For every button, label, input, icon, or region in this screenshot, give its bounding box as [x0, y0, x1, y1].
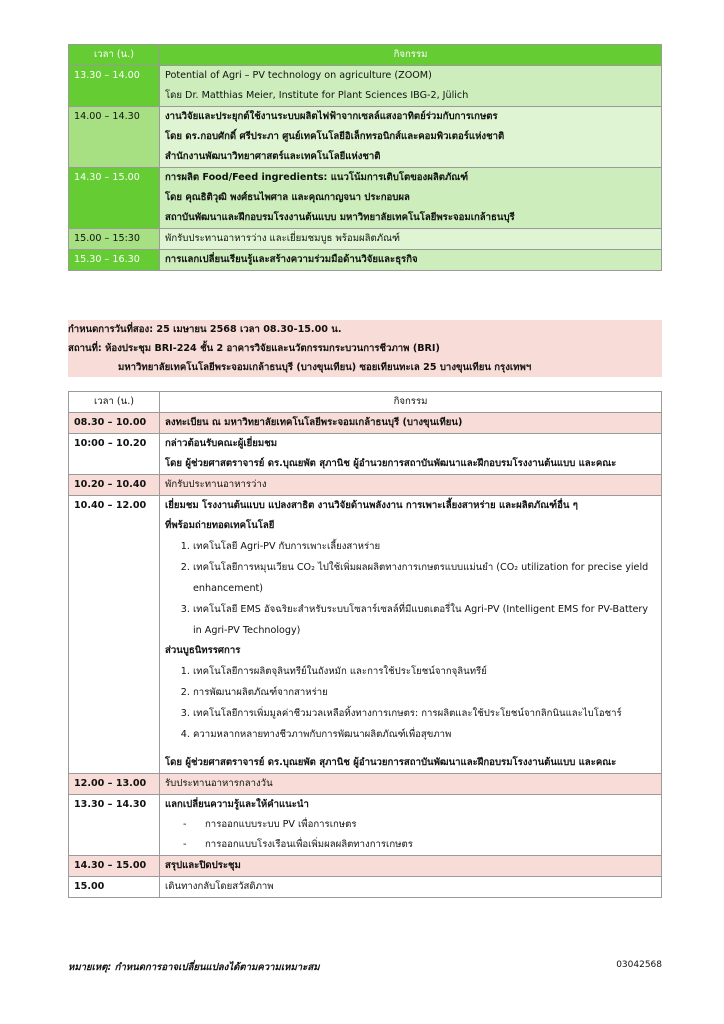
row-time: 12.00 – 13.00: [69, 774, 160, 795]
row-activity: ลงทะเบียน ณ มหาวิทยาลัยเทคโนโลยีพระจอมเกล้าธนบุรี (บางขุนเทียน): [160, 413, 662, 434]
row-activity: การแลกเปลี่ยนเรียนรู้และสร้างความร่วมมือด้านวิจัยและธุรกิจ: [160, 250, 662, 271]
row-activity: พักรับประทานอาหารว่าง: [160, 475, 662, 496]
row-activity: การผลิต Food/Feed ingredients: แนวโน้มการเติบโตของผลิตภัณฑ์ โดย คุณธิติวุฒิ พงศ์ธนไพศาล และคุณกาญจนา ประกอบผล สถาบันพัฒนาและฝึกอบรมโรงงานต้นแบบ มหาวิทยาลัยเทคโนโลยีพระจอมเกล้าธนบุรี: [160, 168, 662, 229]
row-activity: พักรับประทานอาหารว่าง และเยี่ยมชมบูธ พร้อมผลิตภัณฑ์: [160, 229, 662, 250]
tech-list: [165, 536, 656, 641]
table-row: [69, 229, 662, 250]
list-item: - การออกแบบโรงเรือนเพื่อเพิ่มผลผลิตทางการเกษตร: [205, 835, 656, 855]
list-item: 3. เทคโนโลยี EMS อัจฉริยะสำหรับระบบโซลาร์เซลล์ที่มีแบตเตอรี่ใน Agri-PV (Intelligent EMS for PV-Battery in Agri-PV Technology): [193, 599, 656, 641]
day2-header-row: [69, 392, 662, 413]
day1-header-row: [69, 45, 662, 66]
row-activity: Potential of Agri – PV technology on agriculture (ZOOM) โดย Dr. Matthias Meier, Institute for Plant Sciences IBG-2, Jülich: [160, 66, 662, 107]
row-time: 13.30 – 14.30: [69, 795, 160, 856]
table-row: [69, 475, 662, 496]
table-row: [69, 774, 662, 795]
row-activity: เยี่ยมชม โรงงานต้นแบบ แปลงสาธิต งานวิจัยด้านพลังงาน การเพาะเลี้ยงสาหร่าย และผลิตภัณฑ์อื่น ๆ ที่พร้อมถ่ายทอดเทคโนโลยี 1. เทคโนโลยี Agri-PV กับการเพาะเลี้ยงสาหร่าย 2. เทคโนโลยีการหมุนเวียน CO₂ ไปใช้เพิ่มผลผลิตทางการเกษตรแบบแม่นยำ (CO₂ utilization for precise yield enhancement) 3. เทคโนโลยี EMS อัจฉริยะสำหรับระบบโซลาร์เซลล์ที่มีแบตเตอรี่ใน Agri-PV (Intelligent EMS for PV-Battery in Agri-PV Technology) ส่วนบูธนิทรรศการ 1. เทคโนโลยีการผลิตจุลินทรีย์ในถังหมัก และการใช้ประโยชน์จากจุลินทรีย์ 2. การพัฒนาผลิตภัณฑ์จากสาหร่าย 3. เทคโนโลยีการเพิ่มมูลค่าชีวมวลเหลือทิ้งทางการเกษตร: การผลิตและใช้ประโยชน์จากลิกนินและไบโอชาร์ 4. ความหลากหลายทางชีวภาพกับการพัฒนาผลิตภัณฑ์เพื่อสุขภาพ โดย ผู้ช่วยศาสตราจารย์ ดร.บุณยพัต สุภานิช ผู้อำนวยการสถาบันพัฒนาและฝึกอบรมโรงงานต้นแบบ และคณะ: [160, 496, 662, 774]
table-row: [69, 168, 662, 229]
day1-schedule-table: [68, 44, 662, 271]
header-time: เวลา (น.): [69, 45, 160, 66]
table-row: [69, 413, 662, 434]
header-activity: กิจกรรม: [160, 392, 662, 413]
day2-address: มหาวิทยาลัยเทคโนโลยีพระจอมเกล้าธนบุรี (บางขุนเทียน) ซอยเทียนทะเล 25 บางขุนเทียน กรุงเทพฯ: [118, 362, 532, 373]
day2-date: กำหนดการวันที่สอง: 25 เมษายน 2568 เวลา 08.30-15.00 น.: [68, 324, 342, 335]
row-activity: เดินทางกลับโดยสวัสดิภาพ: [160, 877, 662, 898]
row-time: 10.40 – 12.00: [69, 496, 160, 774]
table-row: [69, 434, 662, 475]
exhibition-heading: ส่วนบูธนิทรรศการ: [165, 645, 241, 656]
day2-schedule-table: [68, 391, 662, 898]
row-time: 14.30 – 15.00: [69, 856, 160, 877]
list-item: 1. เทคโนโลยี Agri-PV กับการเพาะเลี้ยงสาหร่าย: [193, 536, 656, 557]
row-activity: งานวิจัยและประยุกต์ใช้งานระบบผลิตไฟฟ้าจากเซลล์แสงอาทิตย์ร่วมกับการเกษตร โดย ดร.กอบศักดิ์ ศรีประภา ศูนย์เทคโนโลยีอิเล็กทรอนิกส์และคอมพิวเตอร์แห่งชาติ สำนักงานพัฒนาวิทยาศาสตร์และเทคโนโลยีแห่งชาติ: [160, 107, 662, 168]
document-code: 03042568: [616, 960, 662, 970]
list-item: - การออกแบบระบบ PV เพื่อการเกษตร: [205, 815, 656, 835]
advice-list: [165, 815, 656, 855]
table-row: [69, 856, 662, 877]
row-time: 10:00 – 10.20: [69, 434, 160, 475]
list-item: 1. เทคโนโลยีการผลิตจุลินทรีย์ในถังหมัก และการใช้ประโยชน์จากจุลินทรีย์: [193, 661, 656, 682]
row-time: 13.30 – 14.00: [69, 66, 160, 107]
day2-venue: สถานที่: ห้องประชุม BRI-224 ชั้น 2 อาคารวิจัยและนวัตกรรมกระบวนการชีวภาพ (BRI): [68, 343, 440, 354]
row-time: 15.00 – 15:30: [69, 229, 160, 250]
header-time: เวลา (น.): [69, 392, 160, 413]
list-item: 3. เทคโนโลยีการเพิ่มมูลค่าชีวมวลเหลือทิ้งทางการเกษตร: การผลิตและใช้ประโยชน์จากลิกนินและไบโอชาร์: [193, 703, 656, 724]
row-time: 08.30 – 10.00: [69, 413, 160, 434]
row-time: 15.30 – 16.30: [69, 250, 160, 271]
list-item: 2. การพัฒนาผลิตภัณฑ์จากสาหร่าย: [193, 682, 656, 703]
header-activity: กิจกรรม: [160, 45, 662, 66]
day2-info-block: [68, 320, 662, 377]
row-activity: รับประทานอาหารกลางวัน: [160, 774, 662, 795]
table-row: [69, 66, 662, 107]
row-activity: กล่าวต้อนรับคณะผู้เยี่ยมชม โดย ผู้ช่วยศาสตราจารย์ ดร.บุณยพัต สุภานิช ผู้อำนวยการสถาบันพัฒนาและฝึกอบรมโรงงานต้นแบบ และคณะ: [160, 434, 662, 475]
row-activity: สรุปและปิดประชุม: [160, 856, 662, 877]
table-row: [69, 877, 662, 898]
table-row: [69, 795, 662, 856]
exhibition-list: [165, 661, 656, 745]
row-time: 14.30 – 15.00: [69, 168, 160, 229]
table-row: [69, 107, 662, 168]
row-time: 14.00 – 14.30: [69, 107, 160, 168]
table-row: [69, 496, 662, 774]
row-time: 10.20 – 10.40: [69, 475, 160, 496]
row-activity: แลกเปลี่ยนความรู้และให้คำแนะนำ - การออกแบบระบบ PV เพื่อการเกษตร - การออกแบบโรงเรือนเพื่อเพิ่มผลผลิตทางการเกษตร: [160, 795, 662, 856]
table-row: [69, 250, 662, 271]
row-time: 15.00: [69, 877, 160, 898]
footnote: หมายเหตุ: กำหนดการอาจเปลี่ยนแปลงได้ตามความเหมาะสม: [68, 962, 320, 973]
list-item: 4. ความหลากหลายทางชีวภาพกับการพัฒนาผลิตภัณฑ์เพื่อสุขภาพ: [193, 724, 656, 745]
list-item: 2. เทคโนโลยีการหมุนเวียน CO₂ ไปใช้เพิ่มผลผลิตทางการเกษตรแบบแม่นยำ (CO₂ utilization for precise yield enhancement): [193, 557, 656, 599]
